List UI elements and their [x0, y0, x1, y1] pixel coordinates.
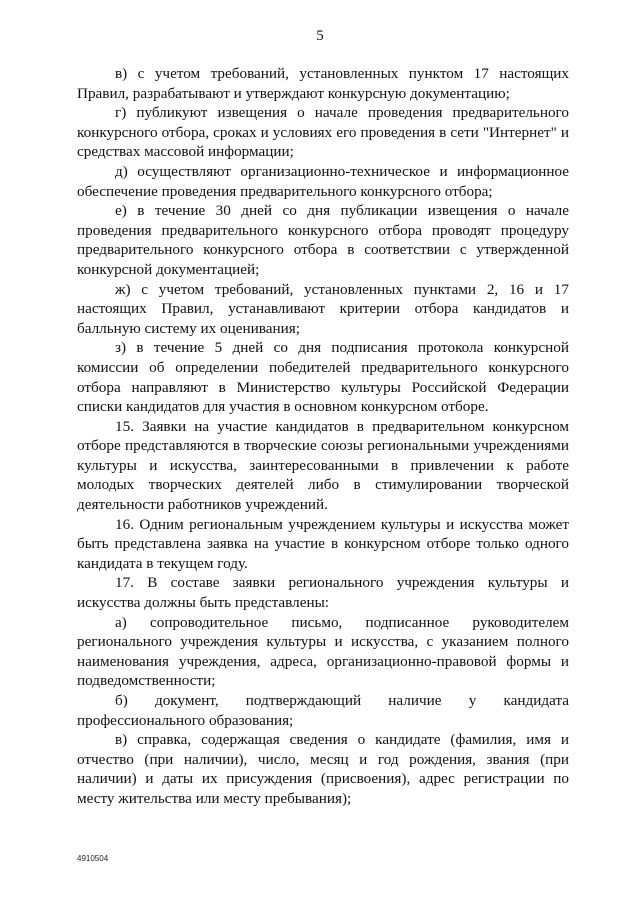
paragraph-item-v2: в) справка, содержащая сведения о кандидате (фамилия, имя и отчество (при наличии), число, месяц и год рождения, звания (при наличии) и даты их присуждения (присвоения), адрес регистрации по месту жительства или месту пребывания); [77, 731, 569, 807]
paragraph-clause-16: 16. Одним региональным учреждением культуры и искусства может быть представлена заявка на участие в конкурсном отборе только одного кандидата в текущем году. [77, 515, 569, 572]
page-number: 5 [316, 28, 324, 44]
paragraph-item-z: з) в течение 5 дней со дня подписания протокола конкурсной комиссии об определении победителей предварительного конкурсного отбора направляют в Министерство культуры Российской Федерации списки кандидатов для участия в основном конкурсном отборе. [77, 339, 569, 416]
paragraph-clause-17: 17. В составе заявки регионального учреждения культуры и искусства должны быть представлены: [77, 574, 569, 612]
paragraph-item-e: е) в течение 30 дней со дня публикации извещения о начале проведения предварительного конкурсного отбора проводят процедуру предварительного конкурсного отбора в соответствии с утвержденной конкурсной документацией; [77, 202, 569, 278]
paragraph-clause-15: 15. Заявки на участие кандидатов в предварительном конкурсном отборе представляются в творческие союзы региональными учреждениями культуры и искусства, заинтересованными в привлечении к работе молодых творческих деятелей либо в стимулировании творческой деятельности работников учреждений. [77, 417, 569, 514]
paragraph-item-zh: ж) с учетом требований, установленных пунктами 2, 16 и 17 настоящих Правил, устанавливают критерии отбора кандидатов и балльную систему их оценивания; [77, 280, 569, 337]
document-body [77, 64, 569, 809]
paragraph-item-a: а) сопроводительное письмо, подписанное руководителем регионального учреждения культуры и искусства, с указанием полного наименования учреждения, адреса, организационно-правовой формы и подведомственности; [77, 613, 569, 690]
paragraph-item-v: в) с учетом требований, установленных пунктом 17 настоящих Правил, разрабатывают и утверждают конкурсную документацию; [77, 65, 569, 102]
paragraph-item-d: д) осуществляют организационно-техническое и информационное обеспечение проведения предварительного конкурсного отбора; [77, 162, 569, 200]
paragraph-item-g: г) публикуют извещения о начале проведения предварительного конкурсного отбора, сроках и условиях его проведения в сети "Интернет" и средствах массовой информации; [77, 104, 569, 161]
footer-document-code: 4910504 [77, 854, 109, 863]
paragraph-item-b: б) документ, подтверждающий наличие у кандидата профессионального образования; [77, 692, 569, 729]
